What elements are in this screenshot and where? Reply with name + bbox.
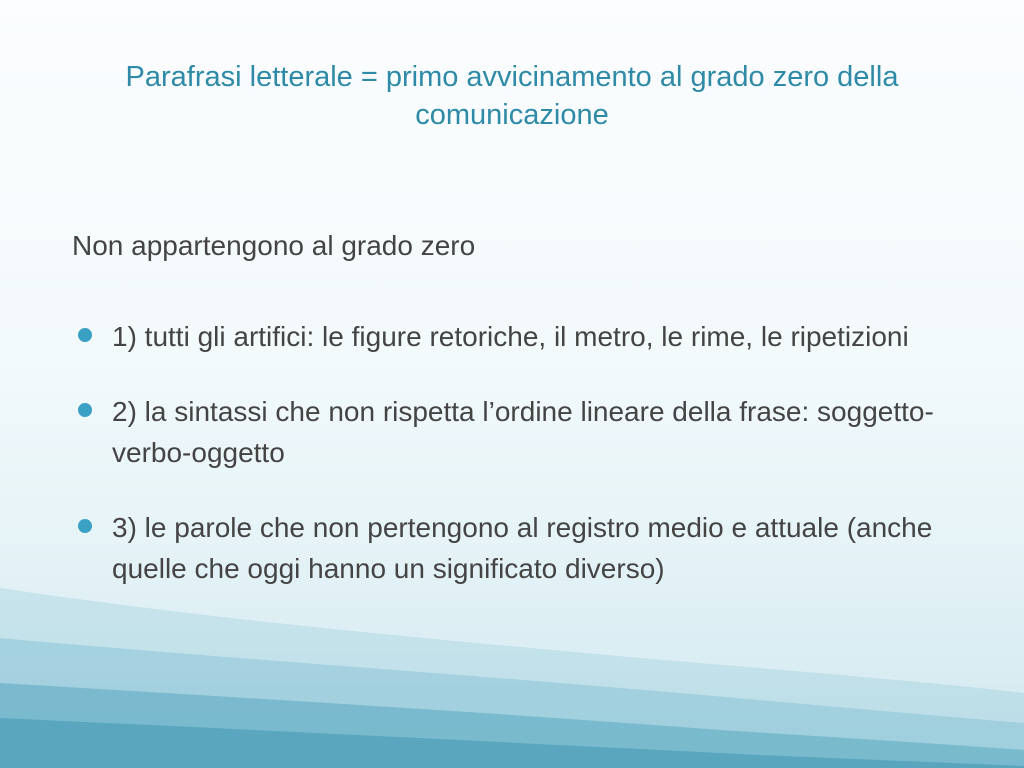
bullet-icon [78, 519, 92, 533]
bullet-item-3 [74, 507, 954, 589]
bullet-item-2 [74, 391, 954, 473]
subheading: Non appartengono al grado zero [72, 230, 476, 261]
bullet-item-1 [74, 316, 954, 357]
bullet-icon [78, 403, 92, 417]
bullet-text-1: 1) tutti gli artifici: le figure retoriche, il metro, le rime, le ripetizioni [112, 321, 909, 352]
slide-title: Parafrasi letterale = primo avvicinamento al grado zero della comunicazione [125, 61, 899, 131]
bullet-icon [78, 328, 92, 342]
bullet-list [74, 316, 954, 589]
bullet-text-3: 3) le parole che non pertengono al registro medio e attuale (anche quelle che oggi hanno un significato diverso) [112, 512, 933, 584]
bullet-text-2: 2) la sintassi che non rispetta l’ordine lineare della frase: soggetto-verbo-oggetto [112, 396, 934, 468]
